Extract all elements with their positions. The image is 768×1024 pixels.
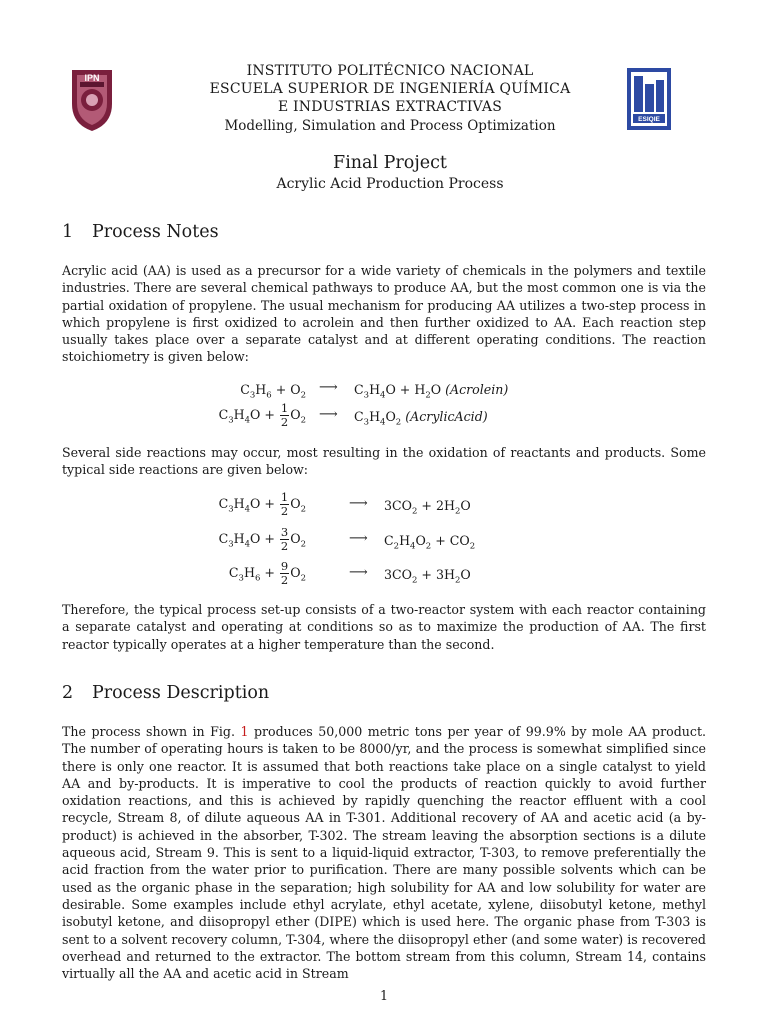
section-number-1: 1 <box>62 222 74 242</box>
section-title-1: Process Notes <box>92 222 219 242</box>
equation-rhs: $C_2H_4O_2 + CO_2$ <box>384 533 476 552</box>
paragraph-process-description <box>62 723 706 982</box>
equation-side-1 <box>0 491 768 521</box>
equation-arrow: ⟶ <box>349 531 368 546</box>
equation-acrylic-acid <box>0 402 768 432</box>
equation-lhs: $C_3H_6$ + $\frac{9}{2}$ $O_2$ <box>228 559 306 587</box>
equation-note: (AcrylicAcid) <box>405 409 488 424</box>
paragraph-text-pre: The process shown in Fig. <box>62 724 241 739</box>
figure-reference-link[interactable]: 1 <box>240 724 249 739</box>
equation-note: (Acrolein) <box>445 382 509 397</box>
paragraph-text-post: produces 50,000 metric tons per year of 99.9% by mole AA product. The number of operating hours is taken to be 8000/yr, and the process is somewhat simplified since there is only one reactor. It is assumed that both reactions take place on a single catalyst to yield AA and by-products. It is imperative to cool the products of reaction quickly to avoid further oxidation reactions, and this is achieved by rapidly quenching the reactor effluent with a cool recycle, Stream 8, of dilute aqueous AA in T-301. Additional recovery of AA and acetic acid (a by-product) is achieved in the absorber, T-302. The stream leaving the absorption sections is a dilute aqueous acid, Stream 9. This is sent to a liquid-liquid extractor, T-303, to remove preferentially the acid fraction from the water prior to purification. There are many possible solvents which can be used as the organic phase in the separation; high solubility for AA and low solubility for water are desirable. Some examples include ethyl acrylate, ethyl acetate, xylene, diisobutyl ketone, methyl isobutyl ketone, and diisopropyl ether (DIPE) which is used here. The organic phase from T-303 is sent to a solvent recovery column, T-304, where the diisopropyl ether (and some water) is recovered overhead and returned to the extractor. The bottom stream from this column, Stream 14, contains virtually all the AA and acetic acid in Stream <box>62 724 707 982</box>
page-number: 1 <box>379 988 388 1003</box>
section-heading-2 <box>62 682 269 704</box>
equation-lhs: $C_3H_4O$ + $\frac{1}{2}$ $O_2$ <box>218 490 306 518</box>
institution-line-1: INSTITUTO POLITÉCNICO NACIONAL <box>246 63 534 79</box>
equation-lhs: $C_3H_4O$ + $\frac{3}{2}$ $O_2$ <box>218 525 306 553</box>
equation-side-2 <box>0 526 768 556</box>
equation-acrolein <box>0 375 768 405</box>
institution-header <box>150 62 630 135</box>
section-title-2: Process Description <box>92 683 270 703</box>
course-name: Modelling, Simulation and Process Optimization <box>224 118 556 134</box>
ipn-logo-text: IPN <box>84 73 100 83</box>
paragraph-process-notes-1: Acrylic acid (AA) is used as a precursor for a wide variety of chemicals in the polymers and textile industries. There are several chemical pathways to produce AA, but the most common one is via the partial oxidation of propylene. The usual mechanism for producing AA utilizes a two-step process in which propylene is first oxidized to acrolein and then further oxidized to AA. Each reaction step usually takes place over a separate catalyst and at different operating conditions. The reaction stoichiometry is given below: <box>62 263 706 365</box>
title-block <box>150 152 630 193</box>
equation-lhs: $C_3H_4O$ + $\frac{1}{2}$ $O_2$ <box>218 401 306 429</box>
equation-side-3 <box>0 560 768 590</box>
section-heading-1 <box>62 221 219 243</box>
equation-arrow: ⟶ <box>349 565 368 580</box>
equation-rhs: $C_3H_4O_2$ (AcrylicAcid) <box>354 409 488 428</box>
esiqie-logo <box>624 64 674 134</box>
section-number-2: 2 <box>62 683 74 703</box>
paragraph-process-notes-3: Therefore, the typical process set-up consists of a two-reactor system with each reactor containing a separate catalyst and operating at conditions so as to maximize the production of AA. The first reactor typically operates at a higher temperature than the second. <box>62 602 706 652</box>
ipn-logo <box>66 64 118 134</box>
institution-line-3: E INDUSTRIAS EXTRACTIVAS <box>277 99 503 115</box>
equation-arrow: ⟶ <box>349 496 368 511</box>
document-subtitle: Acrylic Acid Production Process <box>276 176 504 192</box>
equation-rhs: $C_3H_4O + H_2O$ (Acrolein) <box>354 382 509 401</box>
paragraph-process-notes-2: Several side reactions may occur, most resulting in the oxidation of reactants and products. Some typical side reactions are given below: <box>62 445 706 478</box>
equation-arrow: ⟶ <box>319 407 338 422</box>
document-title: Final Project <box>333 153 447 173</box>
equation-arrow: ⟶ <box>319 380 338 395</box>
equation-lhs: $C_3H_6 + O_2$ <box>240 382 306 401</box>
equation-rhs: $3CO_2 + 2H_2O$ <box>384 498 471 517</box>
institution-line-2: ESCUELA SUPERIOR DE INGENIERÍA QUÍMICA <box>209 81 571 97</box>
esiqie-logo-text: ESIQIE <box>638 116 660 123</box>
equation-rhs: $3CO_2 + 3H_2O$ <box>384 567 471 586</box>
